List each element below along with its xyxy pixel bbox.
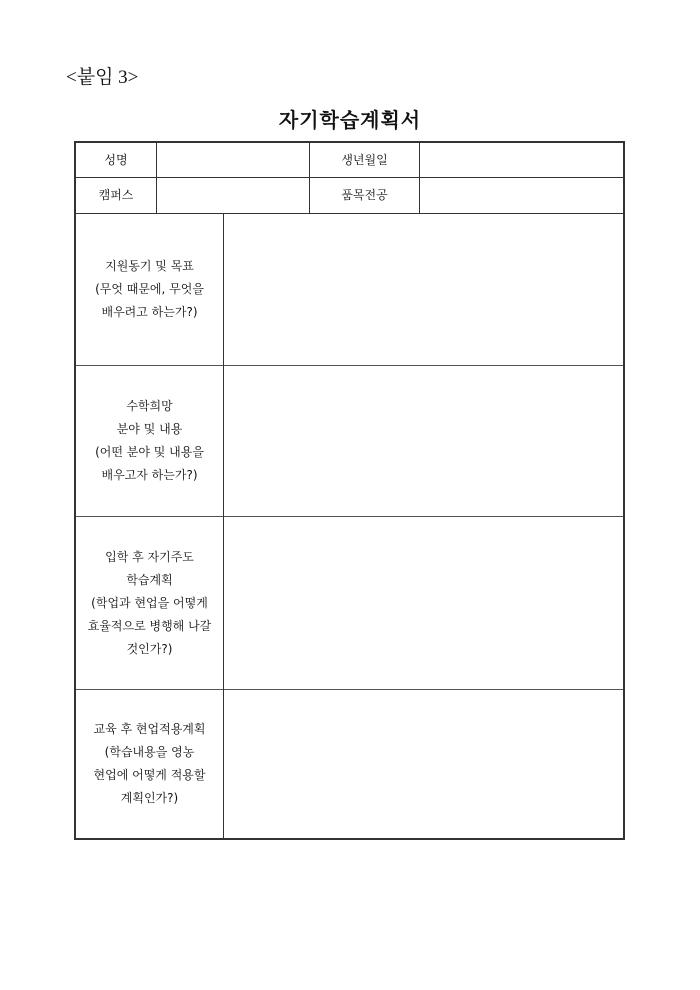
field-application-plan-field[interactable] bbox=[224, 690, 623, 838]
desired-study-field[interactable] bbox=[224, 366, 623, 516]
label-line: 현업에 어떻게 적용할 bbox=[93, 768, 206, 782]
attachment-label: <붙임 3> bbox=[66, 67, 139, 88]
campus-label: 캠퍼스 bbox=[98, 188, 134, 202]
birthdate-label: 생년월일 bbox=[341, 152, 388, 167]
birthdate-field[interactable] bbox=[420, 143, 623, 177]
label-line: 것인가?) bbox=[126, 641, 173, 656]
desired-study-field-label bbox=[76, 366, 223, 516]
document-title: 자기학습계획서 bbox=[278, 108, 422, 132]
label-line: 교육 후 현업적용계획 bbox=[93, 722, 206, 736]
motivation-goal-field[interactable] bbox=[224, 214, 623, 365]
label-line: 분야 및 내용 bbox=[116, 422, 183, 436]
label-line: (학업과 현업을 어떻게 bbox=[91, 595, 208, 610]
name-label: 성명 bbox=[104, 152, 128, 167]
self-study-plan-form bbox=[74, 141, 625, 840]
campus-field[interactable] bbox=[157, 178, 309, 213]
label-line: (무엇 때문에, 무엇을 bbox=[95, 282, 204, 296]
label-line: 입학 후 자기주도 bbox=[105, 549, 194, 564]
label-line: 학습계획 bbox=[126, 572, 173, 587]
label-line: 계획인가?) bbox=[120, 791, 179, 805]
field-application-plan-label bbox=[76, 690, 223, 838]
self-directed-plan-field[interactable] bbox=[224, 517, 623, 689]
name-field[interactable] bbox=[157, 143, 309, 177]
major-field[interactable] bbox=[420, 178, 623, 213]
major-label: 품목전공 bbox=[341, 188, 388, 202]
motivation-goal-label bbox=[76, 214, 223, 365]
label-line: 배우려고 하는가?) bbox=[101, 305, 198, 319]
self-directed-plan-label bbox=[76, 517, 223, 689]
label-line: 지원동기 및 목표 bbox=[105, 259, 194, 273]
label-line: 수학희망 bbox=[126, 399, 173, 413]
label-line: 효율적으로 병행해 나갈 bbox=[87, 618, 212, 633]
label-line: (학습내용을 영농 bbox=[104, 745, 195, 759]
label-line: (어떤 분야 및 내용을 bbox=[95, 445, 204, 459]
label-line: 배우고자 하는가?) bbox=[101, 468, 198, 482]
